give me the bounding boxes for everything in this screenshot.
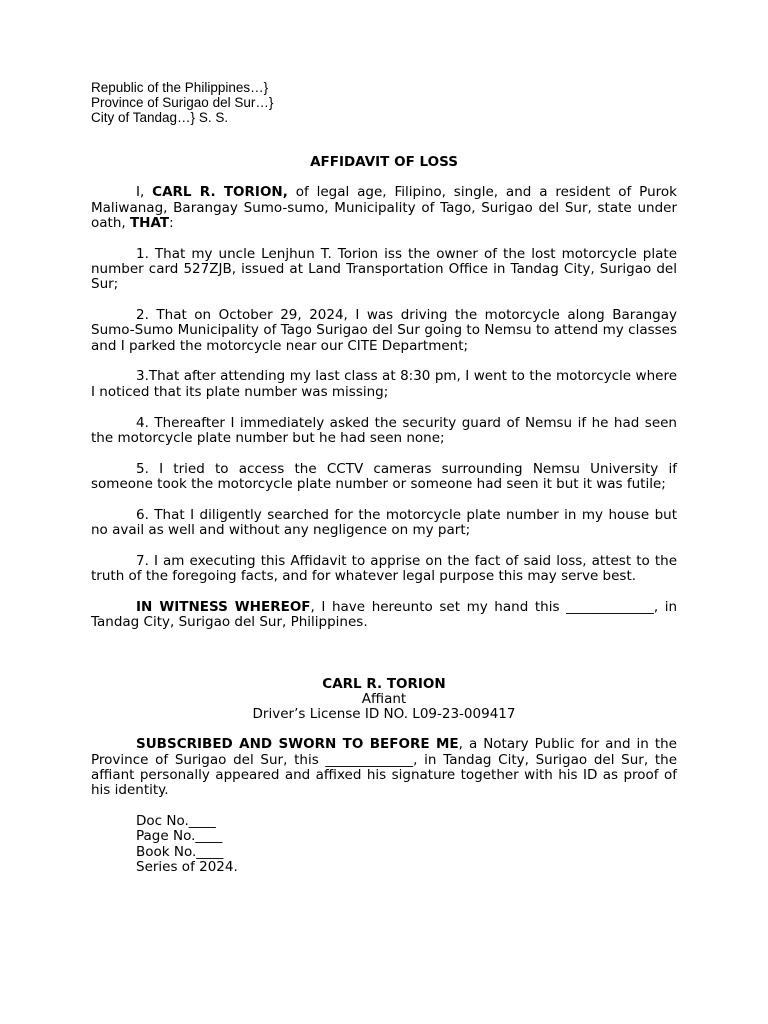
witness-body: , I have hereunto set my hand this _____________, in Tandag City, Surigao del Sur, Philippines. [91,598,678,631]
series-year: Series of 2024. [136,859,238,875]
book-number: Book No.____ [136,843,224,860]
venue-line-province: Province of Surigao del Sur…} [91,95,274,110]
paragraph-6: 6. That I diligently searched for the motorcycle plate number in my house but no avail as well and without any negligence on my part; [91,506,677,539]
jurat-paragraph [91,737,677,798]
venue-block [91,80,677,125]
witness-paragraph [91,600,677,631]
paragraph-3: 3.That after attending my last class at 8:30 pm, I went to the motorcycle where I noticed that its plate number was missing; [91,368,677,400]
signature-block [91,677,677,723]
intro-prefix: I, [136,184,153,201]
page-number: Page No.____ [136,828,223,845]
paragraph-1: 1. That my uncle Lenjhun T. Torion iss the owner of the lost motorcycle plate number card 527ZJB, issued at Land Transportation Office in Tandag City, Surigao del Sur; [91,245,677,293]
notary-register [136,814,677,875]
paragraph-5: 5. I tried to access the CCTV cameras surrounding Nemsu University if someone took the motorcycle plate number or someone had seen it but it was futile; [91,460,677,492]
signature-name: CARL R. TORION [322,675,446,692]
that-keyword: THAT [129,214,170,231]
affiant-name: CARL R. TORION, [152,184,288,201]
jurat-body: , a Notary Public for and in the Province of Surigao del Sur, this _____________, in Tandag City, Surigao del Sur, the affiant personally appeared and affixed his signature together with his ID as proof of his identity. [91,736,677,799]
intro-body: of legal age, Filipino, single, and a resident of Purok Maliwanag, Barangay Sumo-sumo, Municipality of Tago, Surigao del Sur, state under oath, [91,184,677,231]
signature-role: Affiant [361,690,407,707]
document-page [91,80,677,875]
venue-line-city: City of Tandag…} S. S. [91,110,229,125]
jurat-heading: SUBSCRIBED AND SWORN TO BEFORE ME [136,736,459,753]
intro-suffix: : [169,214,174,231]
doc-number: Doc No.____ [136,813,216,830]
paragraph-4: 4. Thereafter I immediately asked the security guard of Nemsu if he had seen the motorcycle plate number but he had seen none; [91,414,677,446]
paragraph-2: 2. That on October 29, 2024, I was driving the motorcycle along Barangay Sumo-Sumo Municipality of Tago Surigao del Sur going to Nemsu to attend my classes and I parked the motorcycle near our CITE Department; [91,307,677,354]
document-title: AFFIDAVIT OF LOSS [310,154,458,170]
intro-paragraph [91,185,677,231]
venue-line-republic: Republic of the Philippines…} [91,80,269,95]
signature-license: Driver’s License ID NO. L09-23-009417 [252,706,516,723]
witness-heading: IN WITNESS WHEREOF [136,598,311,615]
paragraph-7: 7. I am executing this Affidavit to apprise on the fact of said loss, attest to the truth of the foregoing facts, and for whatever legal purpose this may serve best. [91,552,677,585]
